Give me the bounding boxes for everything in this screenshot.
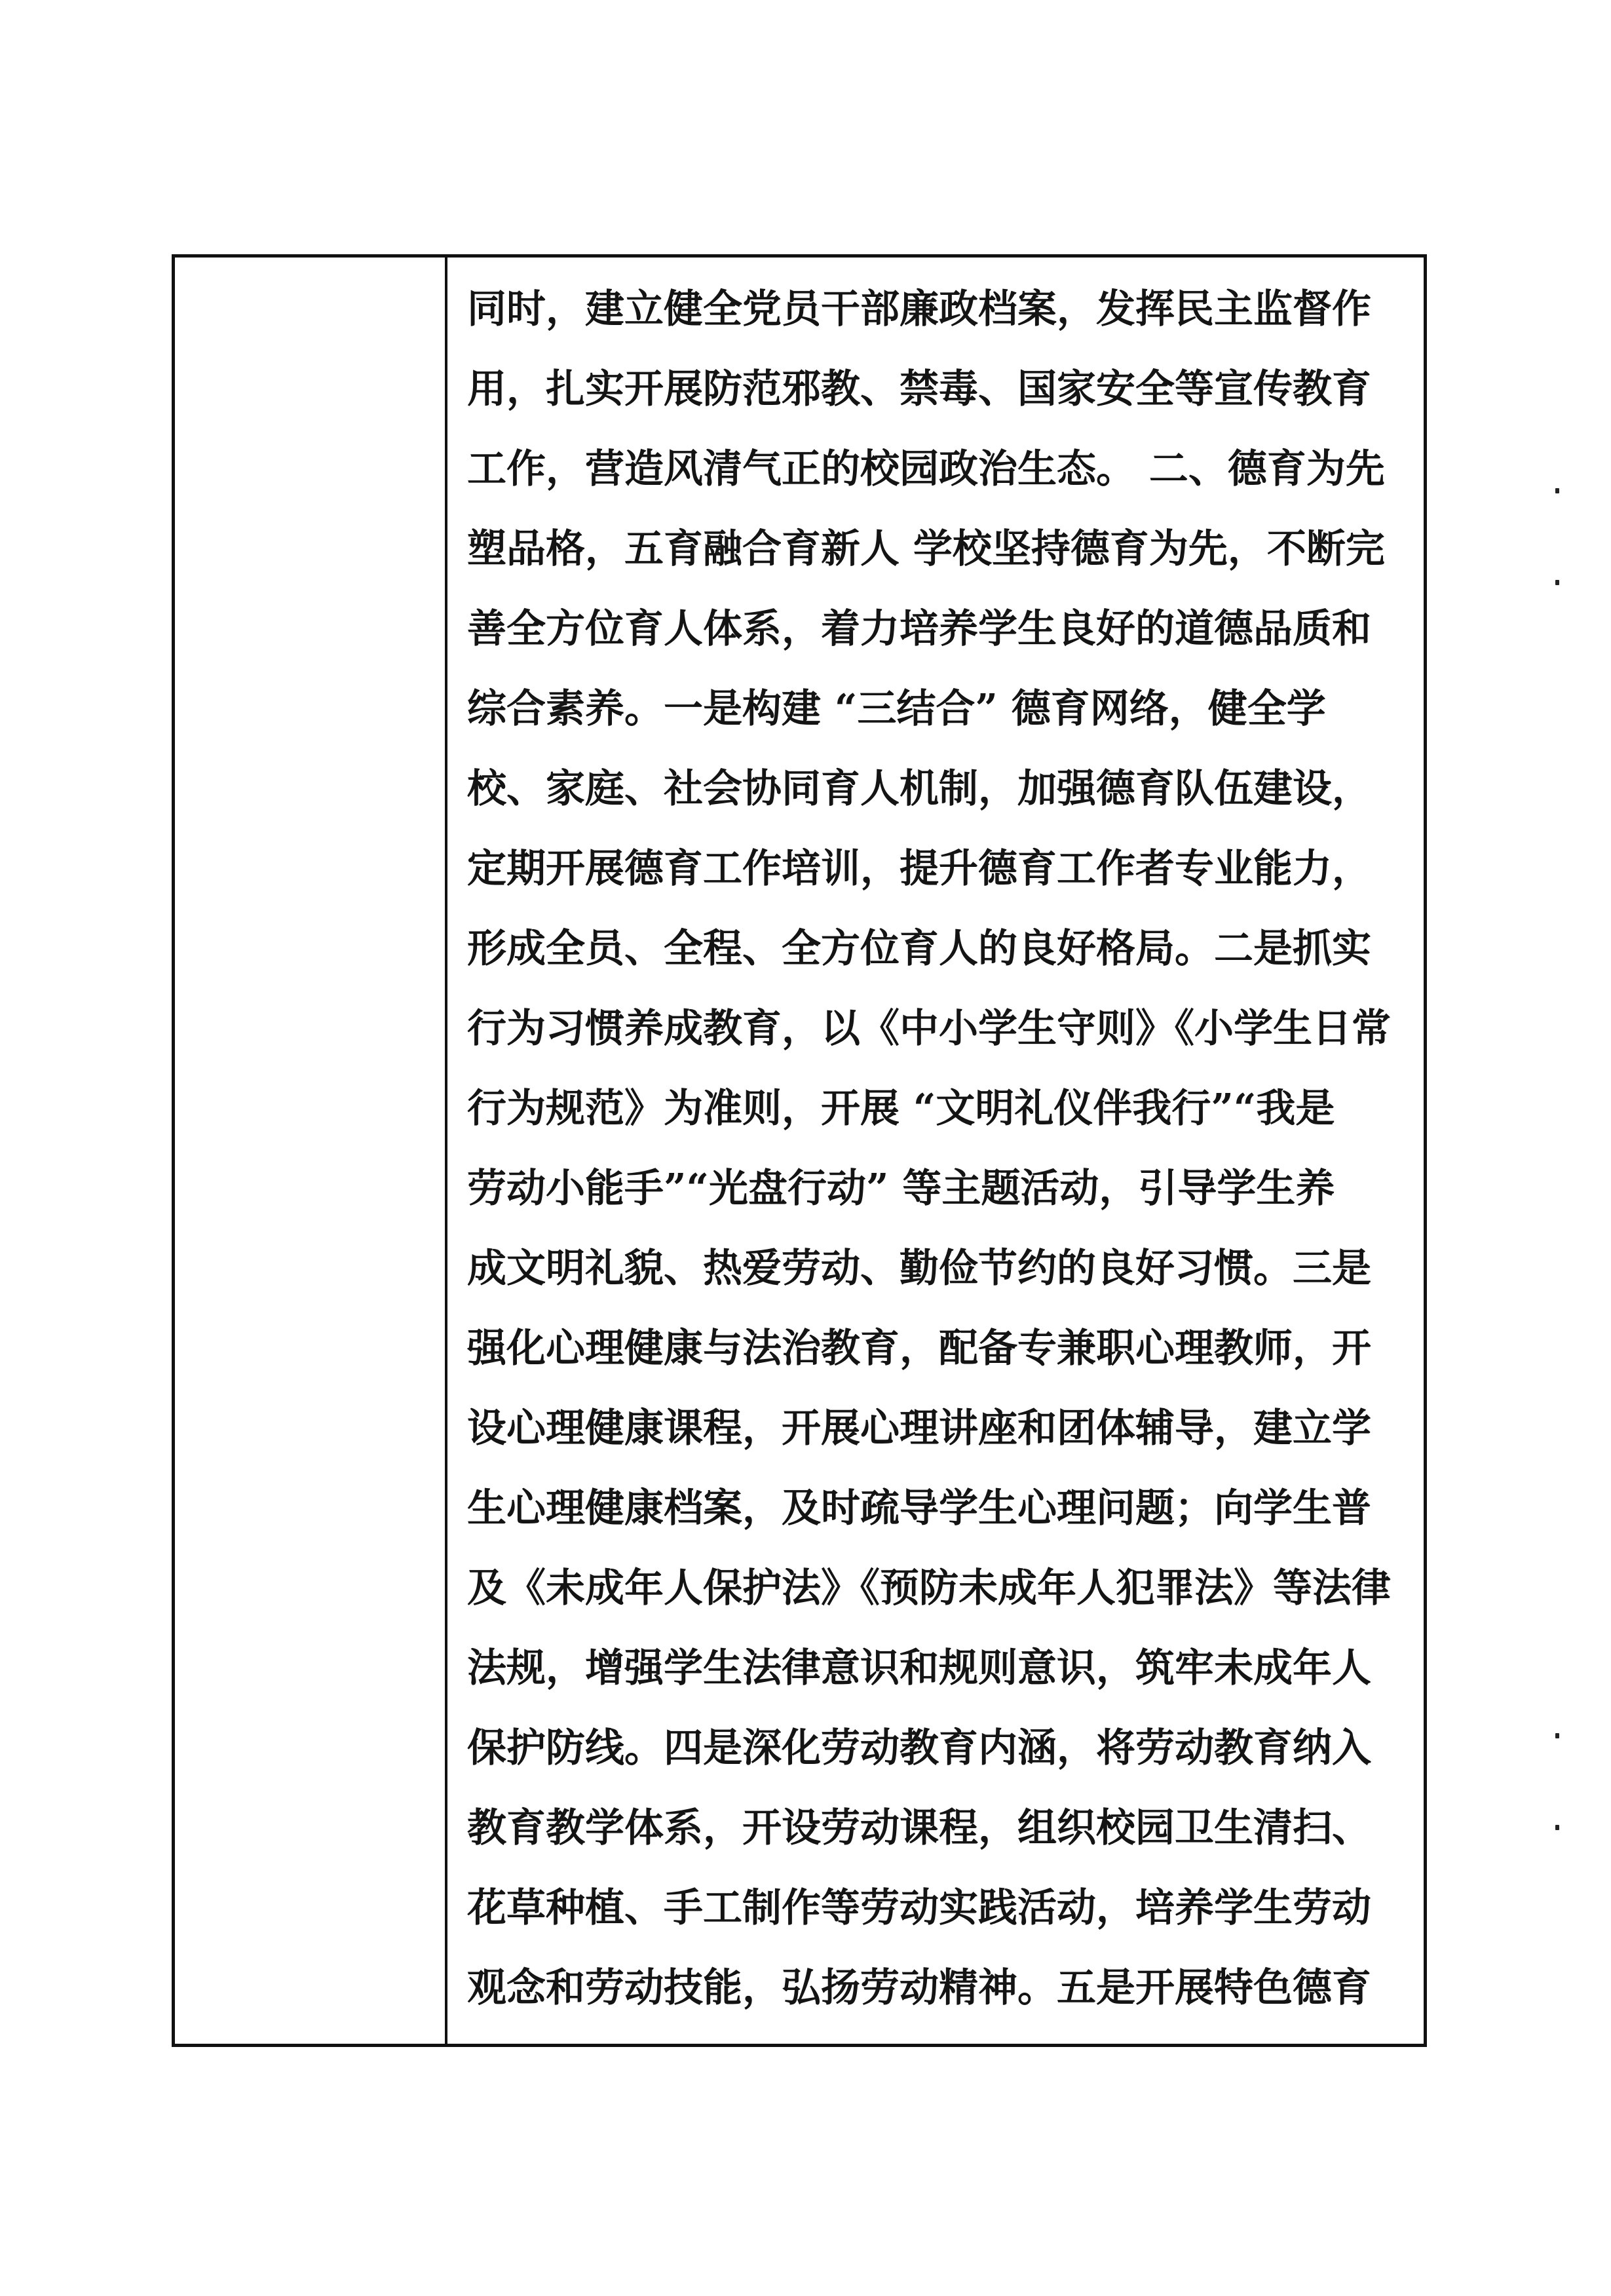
- text-line: 同时，建立健全党员干部廉政档案，发挥民主监督作: [467, 286, 1371, 332]
- text-line: 行为习惯养成教育，以《中小学生守则》《小学生日常: [467, 1006, 1391, 1052]
- text-line: 用，扎实开展防范邪教、禁毒、国家安全等宣传教育: [467, 366, 1371, 412]
- table-right-cell: [447, 258, 1424, 2044]
- text-line: 劳动小能手”“光盘行动” 等主题活动，引导学生养: [467, 1166, 1335, 1212]
- text-line: 塑品格，五育融合育新人 学校坚持德育为先，不断完: [467, 526, 1385, 572]
- scan-speck: [1555, 580, 1559, 585]
- text-line: 善全方位育人体系，着力培养学生良好的道德品质和: [467, 606, 1371, 652]
- text-line: 生心理健康档案，及时疏导学生心理问题；向学生普: [467, 1485, 1371, 1531]
- table-left-cell: [175, 258, 445, 2044]
- text-line: 形成全员、全程、全方位育人的良好格局。二是抓实: [467, 926, 1371, 972]
- text-line: 保护防线。四是深化劳动教育内涵，将劳动教育纳入: [467, 1725, 1371, 1771]
- text-line: 定期开展德育工作培训，提升德育工作者专业能力，: [467, 846, 1371, 892]
- content-table: [172, 254, 1427, 2047]
- text-line: 设心理健康课程，开展心理讲座和团体辅导，建立学: [467, 1406, 1371, 1451]
- text-line: 观念和劳动技能，弘扬劳动精神。五是开展特色德育: [467, 1965, 1371, 2011]
- text-line: 强化心理健康与法治教育，配备专兼职心理教师，开: [467, 1326, 1371, 1371]
- text-line: 及《未成年人保护法》《预防未成年人犯罪法》等法律: [467, 1565, 1391, 1611]
- text-line: 成文明礼貌、热爱劳动、勤俭节约的良好习惯。三是: [467, 1246, 1371, 1292]
- body-text: [467, 269, 1424, 2028]
- scan-speck: [1555, 1825, 1559, 1830]
- text-line: 校、家庭、社会协同育人机制，加强德育队伍建设，: [467, 766, 1371, 812]
- scan-speck: [1555, 1733, 1559, 1738]
- scan-speck: [1555, 488, 1559, 493]
- text-line: 行为规范》为准则，开展 “文明礼仪伴我行”“我是: [467, 1086, 1335, 1132]
- text-line: 花草种植、手工制作等劳动实践活动，培养学生劳动: [467, 1885, 1371, 1931]
- text-line: 教育教学体系，开设劳动课程，组织校园卫生清扫、: [467, 1805, 1371, 1851]
- text-line: 工作，营造风清气正的校园政治生态。 二、德育为先: [467, 446, 1385, 492]
- text-line: 法规，增强学生法律意识和规则意识，筑牢未成年人: [467, 1645, 1371, 1691]
- text-line: 综合素养。一是构建 “三结合” 德育网络，健全学: [467, 686, 1326, 732]
